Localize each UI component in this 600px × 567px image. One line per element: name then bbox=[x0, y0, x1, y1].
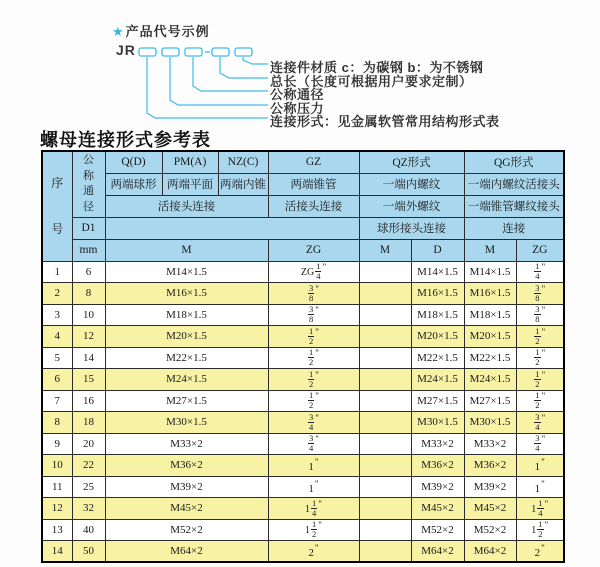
cell-qz-m bbox=[359, 433, 411, 455]
header-mm: mm bbox=[72, 239, 105, 261]
header-cell: GZ bbox=[268, 151, 359, 173]
table-row bbox=[42, 498, 564, 520]
header-cell: 一端内螺纹活接头 bbox=[464, 173, 564, 195]
cell-qg-m: M36×2 bbox=[464, 455, 516, 477]
cell-qz-m bbox=[359, 390, 411, 412]
nut-connection-reference-table bbox=[41, 150, 565, 563]
cell-m-thread: M14×1.5 bbox=[105, 261, 268, 283]
table-row bbox=[42, 433, 564, 455]
cell-qg-m: M52×2 bbox=[464, 519, 516, 541]
cell-qz-m bbox=[359, 347, 411, 369]
cell-zg-taper: ZG $\frac{1}{4}$ " bbox=[268, 261, 359, 283]
cell-qg-m: M24×1.5 bbox=[464, 369, 516, 391]
cell-qz-d: M39×2 bbox=[411, 476, 464, 498]
table-title: 螺母连接形式参考表 bbox=[40, 130, 211, 150]
cell-qz-d: M20×1.5 bbox=[411, 326, 464, 348]
cell-zg-taper: 1 $\frac{1}{2}$ " bbox=[268, 519, 359, 541]
cell-zg-taper: $\frac{1}{2}$ " bbox=[268, 390, 359, 412]
header-cell: ZG bbox=[268, 239, 359, 261]
cell-dn-mm: 15 bbox=[72, 369, 105, 391]
header-seq: 序号 bbox=[42, 151, 72, 261]
cell-qg-zg: 1" bbox=[516, 455, 564, 477]
cell-m-thread: M30×1.5 bbox=[105, 412, 268, 434]
cell-dn-mm: 8 bbox=[72, 283, 105, 305]
cell-qz-d: M14×1.5 bbox=[411, 261, 464, 283]
header-cell: M bbox=[105, 239, 268, 261]
cell-zg-taper: 1 $\frac{1}{4}$ " bbox=[268, 498, 359, 520]
cell-zg-taper: $\frac{1}{2}$ " bbox=[268, 347, 359, 369]
cell-zg-taper: $\frac{1}{2}$ " bbox=[268, 326, 359, 348]
cell-qg-zg: $\frac{1}{2}$ " bbox=[516, 369, 564, 391]
cell-seq: 9 bbox=[42, 433, 72, 455]
cell-qg-zg: $\frac{1}{4}$ " bbox=[516, 261, 564, 283]
cell-qg-zg: 2" bbox=[516, 541, 564, 563]
cell-seq: 14 bbox=[42, 541, 72, 563]
header-cell: 活接头连接 bbox=[268, 195, 359, 217]
code-label-diameter: 公称通径 bbox=[270, 87, 325, 102]
table-row bbox=[42, 541, 564, 563]
cell-qz-m bbox=[359, 498, 411, 520]
cell-qz-m bbox=[359, 519, 411, 541]
table-row bbox=[42, 455, 564, 477]
cell-qg-m: M20×1.5 bbox=[464, 326, 516, 348]
cell-qg-zg: $\frac{3}{4}$ " bbox=[516, 412, 564, 434]
cell-seq: 5 bbox=[42, 347, 72, 369]
cell-dn-mm: 50 bbox=[72, 541, 105, 563]
cell-qg-m: M16×1.5 bbox=[464, 283, 516, 305]
cell-qg-m: M64×2 bbox=[464, 541, 516, 563]
code-box-2 bbox=[162, 48, 179, 56]
header-cell: M bbox=[359, 239, 411, 261]
cell-dn-mm: 25 bbox=[72, 476, 105, 498]
cell-qg-m: M18×1.5 bbox=[464, 304, 516, 326]
cell-m-thread: M39×2 bbox=[105, 476, 268, 498]
cell-dn-mm: 12 bbox=[72, 326, 105, 348]
cell-seq: 4 bbox=[42, 326, 72, 348]
header-cell: NZ(C) bbox=[218, 151, 268, 173]
leader-line-dn bbox=[193, 57, 268, 91]
cell-qz-d: M30×1.5 bbox=[411, 412, 464, 434]
cell-qz-m bbox=[359, 326, 411, 348]
header-cell-qz: QZ形式 bbox=[359, 151, 464, 173]
header-cell: 活接头连接 bbox=[105, 195, 268, 217]
code-label-pressure: 公称压力 bbox=[270, 101, 325, 116]
table-row bbox=[42, 304, 564, 326]
code-box-3 bbox=[185, 48, 202, 56]
cell-qg-zg: $\frac{1}{2}$ " bbox=[516, 347, 564, 369]
table-row bbox=[42, 347, 564, 369]
cell-seq: 1 bbox=[42, 261, 72, 283]
cell-qz-d: M27×1.5 bbox=[411, 390, 464, 412]
cell-qz-m bbox=[359, 541, 411, 563]
header-cell-qg: QG形式 bbox=[464, 151, 564, 173]
header-cell: 球形接头连接 bbox=[359, 217, 464, 239]
cell-dn-mm: 20 bbox=[72, 433, 105, 455]
cell-dn-mm: 16 bbox=[72, 390, 105, 412]
cell-m-thread: M20×1.5 bbox=[105, 326, 268, 348]
cell-m-thread: M27×1.5 bbox=[105, 390, 268, 412]
cell-qz-d: M18×1.5 bbox=[411, 304, 464, 326]
cell-qz-d: M45×2 bbox=[411, 498, 464, 520]
table-row bbox=[42, 326, 564, 348]
cell-seq: 13 bbox=[42, 519, 72, 541]
table-body bbox=[42, 261, 564, 562]
header-cell: 两端锥管 bbox=[268, 173, 359, 195]
cell-dn-mm: 10 bbox=[72, 304, 105, 326]
cell-zg-taper: $\frac{3}{4}$ " bbox=[268, 412, 359, 434]
cell-qg-m: M33×2 bbox=[464, 433, 516, 455]
cell-seq: 10 bbox=[42, 455, 72, 477]
diagram-title bbox=[112, 21, 210, 40]
header-d1: D1 bbox=[72, 217, 105, 239]
cell-seq: 7 bbox=[42, 390, 72, 412]
cell-qz-m bbox=[359, 455, 411, 477]
table-row bbox=[42, 261, 564, 283]
cell-qg-m: M45×2 bbox=[464, 498, 516, 520]
table-row bbox=[42, 476, 564, 498]
cell-qz-m bbox=[359, 412, 411, 434]
cell-qg-zg: $\frac{1}{2}$ " bbox=[516, 390, 564, 412]
cell-qg-zg: $\frac{3}{4}$ " bbox=[516, 433, 564, 455]
header-cell: Q(D) bbox=[105, 151, 162, 173]
cell-qz-m bbox=[359, 283, 411, 305]
header-cell: 一端锥管螺纹接头 bbox=[464, 195, 564, 217]
cell-qz-d: M16×1.5 bbox=[411, 283, 464, 305]
cell-seq: 2 bbox=[42, 283, 72, 305]
table-row bbox=[42, 369, 564, 391]
code-box-4 bbox=[212, 48, 229, 56]
cell-zg-taper: $\frac{3}{4}$ " bbox=[268, 433, 359, 455]
header-cell: 两端内锥 bbox=[218, 173, 268, 195]
table-row bbox=[42, 412, 564, 434]
cell-dn-mm: 6 bbox=[72, 261, 105, 283]
table-header bbox=[42, 151, 564, 261]
header-cell: 连接 bbox=[464, 217, 564, 239]
header-cell: D bbox=[411, 239, 464, 261]
header-cell: 一端外螺纹 bbox=[359, 195, 464, 217]
header-cell: 两端球形 bbox=[105, 173, 162, 195]
cell-dn-mm: 14 bbox=[72, 347, 105, 369]
header-cell: M bbox=[464, 239, 516, 261]
cell-m-thread: M52×2 bbox=[105, 519, 268, 541]
cell-qz-m bbox=[359, 369, 411, 391]
cell-qg-zg: 1" bbox=[516, 476, 564, 498]
cell-dn-mm: 40 bbox=[72, 519, 105, 541]
product-code-prefix: JR bbox=[116, 42, 136, 58]
cell-dn-mm: 32 bbox=[72, 498, 105, 520]
cell-m-thread: M24×1.5 bbox=[105, 369, 268, 391]
cell-qg-m: M30×1.5 bbox=[464, 412, 516, 434]
cell-m-thread: M16×1.5 bbox=[105, 283, 268, 305]
header-dn: 公称通径 bbox=[72, 151, 105, 217]
cell-zg-taper: 1" bbox=[268, 455, 359, 477]
code-box-5 bbox=[235, 48, 252, 56]
cell-qz-d: M24×1.5 bbox=[411, 369, 464, 391]
cell-qz-d: M22×1.5 bbox=[411, 347, 464, 369]
code-label-connection: 连接形式：见金属软管常用结构形式表 bbox=[270, 114, 500, 129]
cell-qg-zg: $\frac{1}{2}$ " bbox=[516, 326, 564, 348]
table-row bbox=[42, 519, 564, 541]
header-cell: PM(A) bbox=[162, 151, 218, 173]
code-label-material: 连接件材质 c：为碳钢 b：为不锈钢 bbox=[270, 60, 484, 75]
table-row bbox=[42, 283, 564, 305]
cell-zg-taper: $\frac{3}{8}$ " bbox=[268, 304, 359, 326]
cell-qg-zg: 1 $\frac{1}{2}$ " bbox=[516, 519, 564, 541]
cell-zg-taper: 2" bbox=[268, 541, 359, 563]
cell-qz-m bbox=[359, 304, 411, 326]
table-row bbox=[42, 390, 564, 412]
cell-qg-m: M39×2 bbox=[464, 476, 516, 498]
cell-m-thread: M64×2 bbox=[105, 541, 268, 563]
cell-qg-m: M27×1.5 bbox=[464, 390, 516, 412]
leader-line-connection bbox=[147, 57, 268, 118]
cell-qz-m bbox=[359, 261, 411, 283]
cell-seq: 8 bbox=[42, 412, 72, 434]
cell-qg-zg: $\frac{3}{8}$ " bbox=[516, 304, 564, 326]
cell-m-thread: M22×1.5 bbox=[105, 347, 268, 369]
cell-zg-taper: $\frac{1}{2}$ " bbox=[268, 369, 359, 391]
cell-qz-d: M33×2 bbox=[411, 433, 464, 455]
cell-qg-zg: $\frac{3}{8}$ " bbox=[516, 283, 564, 305]
cell-m-thread: M18×1.5 bbox=[105, 304, 268, 326]
cell-seq: 6 bbox=[42, 369, 72, 391]
code-box-1 bbox=[139, 48, 156, 56]
cell-qz-d: M64×2 bbox=[411, 541, 464, 563]
code-label-length: 总长（长度可根据用户要求定制） bbox=[270, 74, 473, 89]
cell-qz-d: M52×2 bbox=[411, 519, 464, 541]
header-empty bbox=[105, 217, 359, 239]
cell-dn-mm: 18 bbox=[72, 412, 105, 434]
cell-seq: 11 bbox=[42, 476, 72, 498]
cell-zg-taper: $\frac{3}{8}$ " bbox=[268, 283, 359, 305]
cell-zg-taper: 1" bbox=[268, 476, 359, 498]
cell-qz-m bbox=[359, 476, 411, 498]
cell-qg-zg: 1 $\frac{1}{4}$ " bbox=[516, 498, 564, 520]
cell-m-thread: M36×2 bbox=[105, 455, 268, 477]
header-cell: ZG bbox=[516, 239, 564, 261]
leader-line-material bbox=[243, 57, 268, 64]
cell-qz-d: M36×2 bbox=[411, 455, 464, 477]
header-cell: 两端平面 bbox=[162, 173, 218, 195]
cell-seq: 3 bbox=[42, 304, 72, 326]
cell-dn-mm: 22 bbox=[72, 455, 105, 477]
cell-qg-m: M14×1.5 bbox=[464, 261, 516, 283]
cell-m-thread: M33×2 bbox=[105, 433, 268, 455]
cell-seq: 12 bbox=[42, 498, 72, 520]
diagram-title-text: 产品代号示例 bbox=[125, 24, 210, 39]
header-cell: 一端内螺纹 bbox=[359, 173, 464, 195]
star-icon: ★ bbox=[112, 24, 125, 39]
cell-qg-m: M22×1.5 bbox=[464, 347, 516, 369]
cell-m-thread: M45×2 bbox=[105, 498, 268, 520]
